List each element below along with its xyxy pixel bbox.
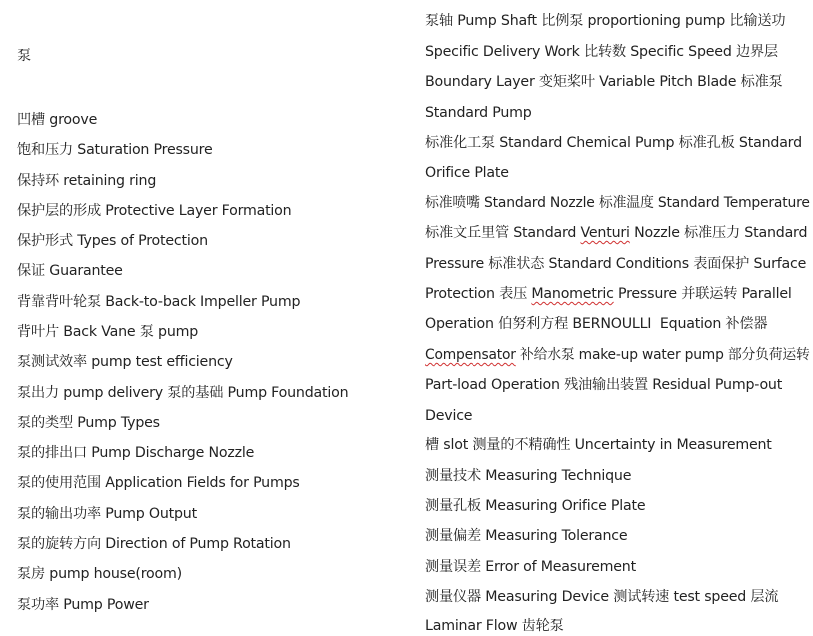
text-run: 补给水泵 make-up water pump 部分负荷运转 [515, 347, 810, 363]
glossary-entry: 泵测试效率 pump test efficiency [17, 354, 233, 370]
paragraph-line: 测量孔板 Measuring Orifice Plate [425, 498, 646, 514]
paragraph-line [425, 284, 792, 304]
paragraph-line: Device [425, 408, 473, 424]
glossary-entry: 饱和压力 Saturation Pressure [17, 142, 213, 158]
text-run: Protection 表压 [425, 286, 532, 302]
paragraph-line: Orifice Plate [425, 165, 509, 181]
glossary-entry: 泵出力 pump delivery 泵的基础 Pump Foundation [17, 385, 349, 401]
paragraph-line: 泵轴 Pump Shaft 比例泵 proportioning pump 比输送功 [425, 13, 786, 29]
paragraph-line: 槽 slot 测量的不精确性 Uncertainty in Measurement [425, 437, 772, 453]
text-run: 标准文丘里管 Standard [425, 225, 581, 241]
glossary-entry: 凹槽 groove [17, 112, 98, 128]
paragraph-line: Operation 伯努利方程 BERNOULLI Equation 补偿器 [425, 316, 768, 332]
paragraph-line: 测量误差 Error of Measurement [425, 559, 636, 575]
paragraph-line: Standard Pump [425, 105, 532, 121]
glossary-entry: 背叶片 Back Vane 泵 pump [17, 324, 199, 340]
glossary-entry: 泵的旋转方向 Direction of Pump Rotation [17, 536, 291, 552]
glossary-entry: 保持环 retaining ring [17, 173, 157, 189]
paragraph-line: 标准化工泵 Standard Chemical Pump 标准孔板 Standard [425, 135, 802, 151]
paragraph-line: Boundary Layer 变矩桨叶 Variable Pitch Blade 标准泵 [425, 74, 783, 90]
paragraph-line: 测量技术 Measuring Technique [425, 468, 632, 484]
paragraph-line: Laminar Flow 齿轮泵 [425, 618, 564, 634]
glossary-entry: 保证 Guarantee [17, 263, 123, 279]
section-heading: 泵 [17, 48, 31, 64]
glossary-entry: 泵的类型 Pump Types [17, 415, 160, 431]
glossary-entry: 泵房 pump house(room) [17, 566, 182, 582]
text-run: Nozzle 标准压力 Standard [629, 225, 808, 241]
glossary-entry: 保护层的形成 Protective Layer Formation [17, 203, 292, 219]
paragraph-line: Part-load Operation 残油输出装置 Residual Pump-out [425, 377, 783, 393]
glossary-entry: 泵功率 Pump Power [17, 597, 149, 613]
paragraph-line: 测量仪器 Measuring Device 测试转速 test speed 层流 [425, 589, 779, 605]
paragraph-line: 标准喷嘴 Standard Nozzle 标准温度 Standard Temperature [425, 195, 810, 211]
glossary-entry: 泵的排出口 Pump Discharge Nozzle [17, 445, 255, 461]
glossary-entry: 泵的使用范围 Application Fields for Pumps [17, 475, 300, 491]
paragraph-line [425, 223, 807, 243]
paragraph-line [425, 345, 810, 365]
glossary-entry: 保护形式 Types of Protection [17, 233, 208, 249]
spellcheck-flagged-word: Manometric [531, 286, 614, 302]
paragraph-line: 测量偏差 Measuring Tolerance [425, 528, 628, 544]
paragraph-line: Specific Delivery Work 比转数 Specific Speed 边界层 [425, 44, 778, 60]
spellcheck-flagged-word: Compensator [425, 347, 516, 363]
text-run: Pressure 并联运转 Parallel [613, 286, 792, 302]
glossary-entry: 背靠背叶轮泵 Back-to-back Impeller Pump [17, 294, 301, 310]
spellcheck-flagged-word: Venturi [580, 225, 630, 241]
paragraph-line: Pressure 标准状态 Standard Conditions 表面保护 Surface [425, 256, 807, 272]
glossary-entry: 泵的输出功率 Pump Output [17, 506, 197, 522]
